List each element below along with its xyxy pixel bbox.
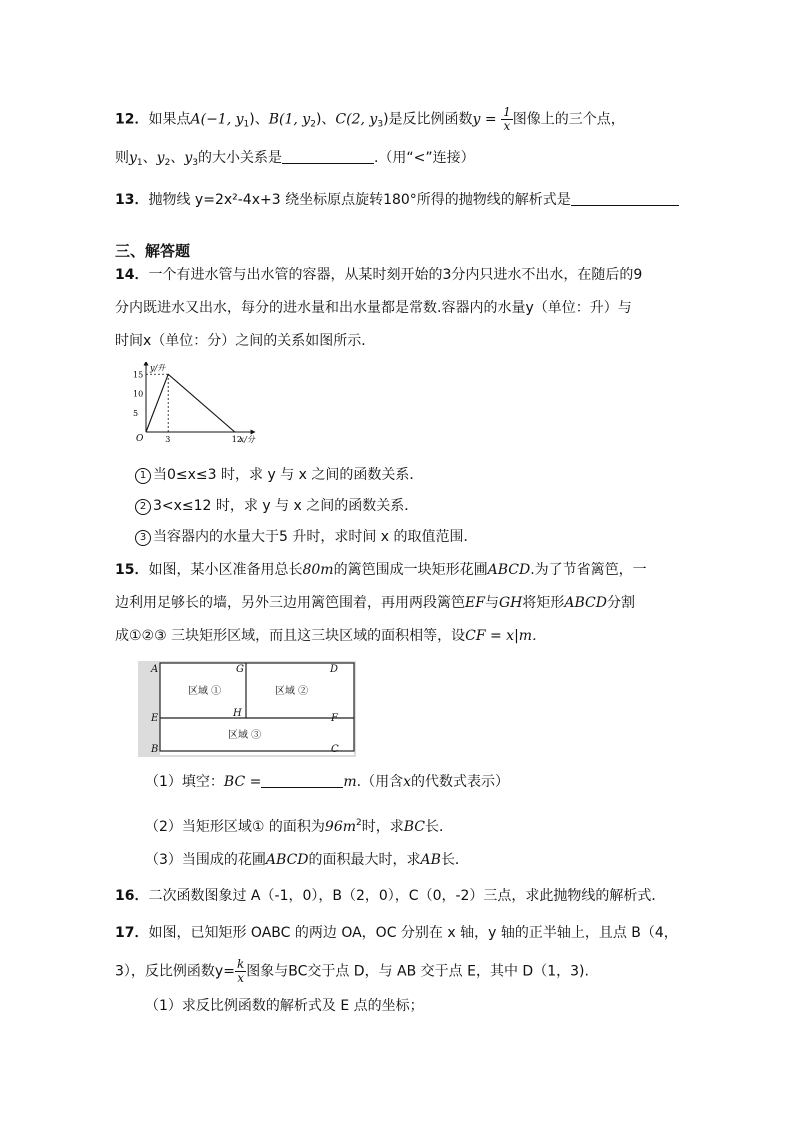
garden-area [160, 663, 354, 755]
q12-line2-prefix: 则 [115, 150, 129, 166]
q15-p2a: （2）当矩形区域① 的面积为 [145, 819, 325, 835]
answer-blank-12[interactable] [282, 149, 374, 164]
q15-l2c: 与 [484, 595, 499, 611]
section-heading: 三、解答题 [115, 242, 191, 260]
x-tick-label: 12 [231, 435, 242, 444]
q12-line2: 则$y_1$、$y_2$、$y_3$的大小关系是 .（用“<”连接） [115, 150, 475, 168]
q13-number: 13． [115, 192, 149, 208]
q15-p3d: AB [420, 852, 441, 868]
q15-l2a: 边利用足够长的墙，另外三边用篱笆围着，再用两段篱笆 [115, 595, 465, 611]
q14-sub2 [135, 496, 418, 516]
q14-sub3 [135, 527, 478, 547]
q15-part1 [145, 772, 509, 792]
origin-label: O [136, 434, 144, 444]
q15-l1a: 如图，某小区准备用总长 [148, 562, 303, 578]
q12-line2-text: 的大小关系是 [197, 150, 282, 166]
q17-text2a: 3），反比例函数y= [115, 963, 235, 980]
circle-1: 1 [135, 468, 151, 484]
q12-text3: 图像上的三个点， [512, 111, 625, 128]
q12-line2-suffix: .（用“<”连接） [373, 150, 475, 166]
q14-sub2-text: 3<x≤12 时，求 y 与 x 之间的函数关系． [153, 498, 419, 514]
answer-blank-15-1[interactable] [261, 773, 343, 788]
x-tick-label: 3 [165, 435, 171, 444]
q15-l1d: .为了节省篱笆，一 [530, 562, 647, 578]
q15-p3b: ABCD [265, 852, 309, 868]
label-A: A [151, 664, 159, 675]
q14-sub1 [135, 465, 423, 485]
q15-l1c: ABCD [487, 562, 531, 578]
label-E: E [151, 713, 159, 724]
q12-text2: 是反比例函数 [388, 111, 473, 128]
circle-2: 2 [135, 499, 151, 515]
answer-blank-13[interactable] [571, 191, 679, 206]
q15-l2d: GH [498, 595, 523, 611]
y-tick-label: 15 [133, 370, 144, 380]
q15-p3e: 长． [440, 852, 469, 868]
point-B: B [268, 111, 280, 128]
q15-p3c: 的面积最大时，求 [308, 852, 421, 868]
q15-p3a: （3）当围成的花圃 [145, 852, 266, 868]
q17-number: 17． [115, 925, 149, 941]
q15-l2e: 将矩形 [522, 595, 565, 611]
point-A: A [190, 111, 201, 128]
q16-number: 16． [115, 888, 149, 904]
q15-p1b: BC = [223, 774, 262, 790]
q16-text: 二次函数图象过 A（-1，0），B（2，0），C（0，-2）三点，求此抛物线的解析式． [148, 888, 666, 904]
point-C-coord: (2, y [346, 111, 378, 128]
label-H: H [233, 708, 242, 719]
q15-p2d: BC [403, 819, 426, 835]
q14-line1 [115, 265, 642, 285]
q14-sub1-text: 当0≤x≤3 时，求 y 与 x 之间的函数关系． [153, 467, 424, 483]
q12-number: 12． [115, 111, 149, 128]
q15-l1m: 80m [302, 562, 334, 578]
label-D: D [330, 664, 339, 675]
q15-l3b: CF = x [465, 628, 515, 644]
q14-line3: 时间x（单位：分）之间的关系如图所示． [115, 333, 376, 349]
q15-l2f: ABCD [564, 595, 607, 611]
label-C: C [331, 744, 339, 755]
q15-p2b: 96m [324, 819, 357, 835]
q15-p2c: 时，求 [361, 819, 404, 835]
y1: y [129, 150, 137, 166]
y-axis-label: y/升 [150, 363, 166, 373]
label-B: B [151, 744, 159, 755]
q15-part2: （2）当矩形区域① 的面积为$96m^2$时，求BC长． [145, 818, 454, 835]
q15-p1d: .（用含 [356, 774, 404, 790]
point-A-coord: (−1, y [200, 111, 244, 128]
q15-l3a: 成①②③ 三块矩形区域，而且这三块区域的面积相等，设 [115, 628, 466, 644]
q15-p1e: x [403, 774, 412, 790]
region-1-label: 区域 ① [188, 686, 222, 697]
y3: y [184, 150, 193, 166]
series-line [146, 374, 235, 432]
garden-figure [138, 661, 356, 757]
q15-line3: 成①②③ 三块矩形区域，而且这三块区域的面积相等，设CF = x|m． [115, 628, 547, 644]
q15-number: 15． [115, 562, 149, 578]
y-axis-arrow [144, 362, 149, 366]
q16-line [115, 886, 665, 906]
q15-line1 [115, 560, 647, 580]
q17-text1: 如图，已知矩形 OABC 的两边 OA，OC 分别在 x 轴，y 轴的正半轴上，且点 B（4， [148, 925, 678, 941]
y-equals: y = [472, 111, 497, 128]
fraction-1-over-x: $\frac{1}{x}$ [503, 105, 511, 133]
q15-p1c: m [343, 774, 357, 790]
q17-part1: （1）求反比例函数的解析式及 E 点的坐标； [145, 998, 424, 1014]
x-axis-label: x/分 [239, 435, 255, 444]
x-axis-arrow [251, 430, 256, 435]
water-volume-chart [130, 362, 270, 456]
q15-line2 [115, 593, 635, 613]
point-C: C [335, 111, 347, 128]
q15-p1f: 的代数式表示） [411, 774, 510, 790]
q17-text2b: 图象与BC交于点 D，与 AB 交于点 E，其中 D（1，3). [246, 963, 589, 980]
q14-number: 14． [115, 267, 149, 283]
region-3-label: 区域 ③ [228, 730, 262, 741]
q15-p1a: （1）填空： [145, 774, 224, 790]
q15-l2g: 分割 [606, 595, 635, 611]
label-F: F [331, 713, 338, 724]
q17-line2 [115, 958, 589, 985]
q13-line [115, 190, 679, 210]
q15-l2b: EF [465, 595, 485, 611]
point-B-coord: (1, y [279, 111, 311, 128]
q15-p2e: 长． [425, 819, 454, 835]
y-tick-label: 5 [133, 408, 139, 418]
q12-text1: 如果点 [148, 111, 191, 128]
q17-line1 [115, 923, 678, 943]
label-G: G [236, 664, 244, 675]
q13-text: 抛物线 y=2x²-4x+3 绕坐标原点旋转180°所得的抛物线的解析式是 [148, 192, 571, 208]
fraction-k-over-x: $\frac{k}{x}$ [236, 957, 245, 985]
q14-text1: 一个有进水管与出水管的容器，从某时刻开始的3分内只进水不出水，在随后的9 [148, 267, 643, 283]
sep1: 、 [254, 111, 269, 128]
q14-line2: 分内既进水又出水，每分的进水量和出水量都是常数.容器内的水量y（单位：升）与 [115, 300, 632, 316]
circle-3: 3 [135, 530, 151, 546]
y-tick-label: 10 [133, 389, 144, 399]
sep2: 、 [321, 111, 336, 128]
q15-part3 [145, 850, 469, 870]
y2: y [156, 150, 165, 166]
region-2-label: 区域 ② [275, 686, 309, 697]
q14-sub3-text: 当容器内的水量大于5 升时，求时间 x 的取值范围． [153, 529, 478, 545]
q15-l1b: 的篱笆围成一块矩形花圃 [333, 562, 488, 578]
q12-line1: 12．如果点A(−1, $y_1$)、B(1, $y_2$)、C(2, $y_3$)是反比例函数y = $\frac{1}{x}$ 图像上的三个点， [115, 105, 625, 133]
q15-l3c: m． [518, 628, 547, 644]
